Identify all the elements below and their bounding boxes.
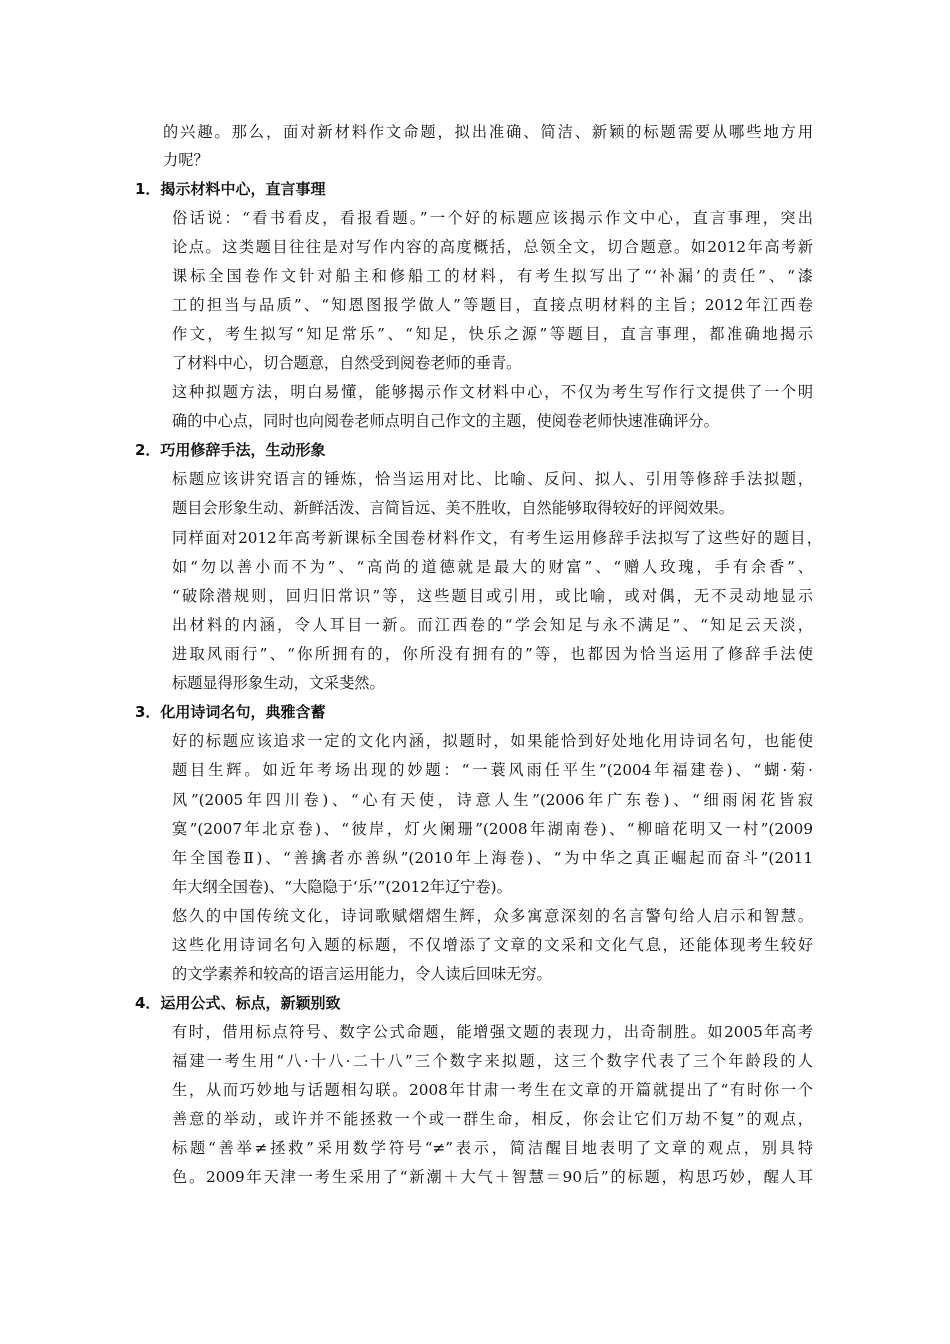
paragraph-line: 标题应该讲究语言的锤炼，恰当运用对比、比喻、反问、拟人、引用等修辞手法拟题， [172, 470, 813, 488]
paragraph-line: 作文，考生拟写“知足常乐”、“知足，快乐之源”等题目，直言事理，都准确地揭示 [172, 325, 813, 343]
paragraph-line: 论点。这类题目往往是对写作内容的高度概括，总领全文，切合题意。如2012年高考新 [172, 238, 813, 256]
section-heading: 3．化用诗词名句，典雅含蓄 [135, 703, 326, 721]
paragraph-line: 寞”(2007年北京卷)、“彼岸，灯火阑珊”(2008年湖南卷)、“柳暗花明又一村”(2009 [172, 820, 813, 838]
paragraph-line: “破除潜规则，回归旧常识”等，这些题目或引用，或比喻，或对偶，无不灵动地显示 [172, 587, 813, 605]
paragraph-line: 年大纲全国卷)、“大隐隐于‘乐’”(2012年辽宁卷)。 [172, 878, 512, 896]
intro-line: 力呢？ [163, 151, 209, 169]
paragraph-line: 俗话说：“看书看皮，看报看题。”一个好的标题应该揭示作文中心，直言事理，突出 [172, 209, 813, 227]
paragraph-line: 这种拟题方法，明白易懂，能够揭示作文材料中心，不仅为考生写作行文提供了一个明 [172, 383, 813, 401]
paragraph-line: 工的担当与品质”、“知恩图报学做人”等题目，直接点明材料的主旨；2012年江西卷 [172, 296, 813, 314]
section-heading: 2．巧用修辞手法，生动形象 [135, 441, 326, 459]
paragraph-line: 这些化用诗词名句入题的标题，不仅增添了文章的文采和文化气息，还能体现考生较好 [172, 936, 813, 954]
paragraph-line: 确的中心点，同时也向阅卷老师点明自己作文的主题，使阅卷老师快速准确评分。 [172, 412, 719, 430]
paragraph-line: 有时，借用标点符号、数字公式命题，能增强文题的表现力，出奇制胜。如2005年高考 [172, 1023, 813, 1041]
intro-line: 的兴趣。那么，面对新材料作文命题，拟出准确、简洁、新颖的标题需要从哪些地方用 [163, 123, 813, 141]
paragraph-line: 风”(2005年四川卷)、“心有天使，诗意人生”(2006年广东卷)、“细雨闲花皆寂 [172, 791, 813, 809]
paragraph-line: 如“勿以善小而不为”、“高尚的道德就是最大的财富”、“赠人玫瑰，手有余香”、 [172, 558, 813, 576]
paragraph-line: 题目生辉。如近年考场出现的妙题：“一蓑风雨任平生”(2004年福建卷)、“蝴·菊· [172, 761, 813, 779]
paragraph-line: 的文学素养和较高的语言运用能力，令人读后回味无穷。 [172, 965, 552, 983]
paragraph-line: 善意的举动，或许并不能拯救一个或一群生命，相反，你会让它们万劫不复”的观点， [172, 1110, 813, 1128]
paragraph-line: 福建一考生用“八·十八·二十八”三个数字来拟题，这三个数字代表了三个年龄段的人 [172, 1052, 813, 1070]
paragraph-line: 好的标题应该追求一定的文化内涵，拟题时，如果能恰到好处地化用诗词名句，也能使 [172, 732, 813, 750]
paragraph-line: 课标全国卷作文针对船主和修船工的材料，有考生拟写出了“‘补漏’的责任”、“漆 [172, 267, 813, 285]
paragraph-line: 同样面对2012年高考新课标全国卷材料作文，有考生运用修辞手法拟写了这些好的题目， [172, 529, 822, 547]
section-heading: 1．揭示材料中心，直言事理 [135, 180, 326, 198]
paragraph-line: 进取风雨行”、“你所拥有的，你所没有拥有的”等，也都因为恰当运用了修辞手法使 [172, 645, 813, 663]
paragraph-line: 年全国卷Ⅱ)、“善擒者亦善纵”(2010年上海卷)、“为中华之真正崛起而奋斗”(2011 [172, 849, 813, 867]
section-heading: 4．运用公式、标点，新颖别致 [135, 994, 341, 1012]
paragraph-line: 标题显得形象生动，文采斐然。 [172, 674, 385, 692]
paragraph-line: 色。2009年天津一考生采用了“新潮＋大气＋智慧＝90后”的标题，构思巧妙，醒人耳 [172, 1168, 813, 1186]
paragraph-line: 生，从而巧妙地与话题相勾联。2008年甘肃一考生在文章的开篇就提出了“有时你一个 [172, 1081, 813, 1099]
paragraph-line: 出材料的内涵，令人耳目一新。而江西卷的“学会知足与永不满足”、“知足云天淡， [172, 616, 813, 634]
paragraph-line: 标题“善举≠拯救”采用数学符号“≠”表示，简洁醒目地表明了文章的观点，别具特 [172, 1139, 813, 1157]
paragraph-line: 题目会形象生动、新鲜活泼、言简旨远、美不胜收，自然能够取得较好的评阅效果。 [172, 499, 734, 517]
paragraph-line: 了材料中心，切合题意，自然受到阅卷老师的垂青。 [172, 354, 522, 372]
paragraph-line: 悠久的中国传统文化，诗词歌赋熠熠生辉，众多寓意深刻的名言警句给人启示和智慧。 [172, 907, 813, 925]
